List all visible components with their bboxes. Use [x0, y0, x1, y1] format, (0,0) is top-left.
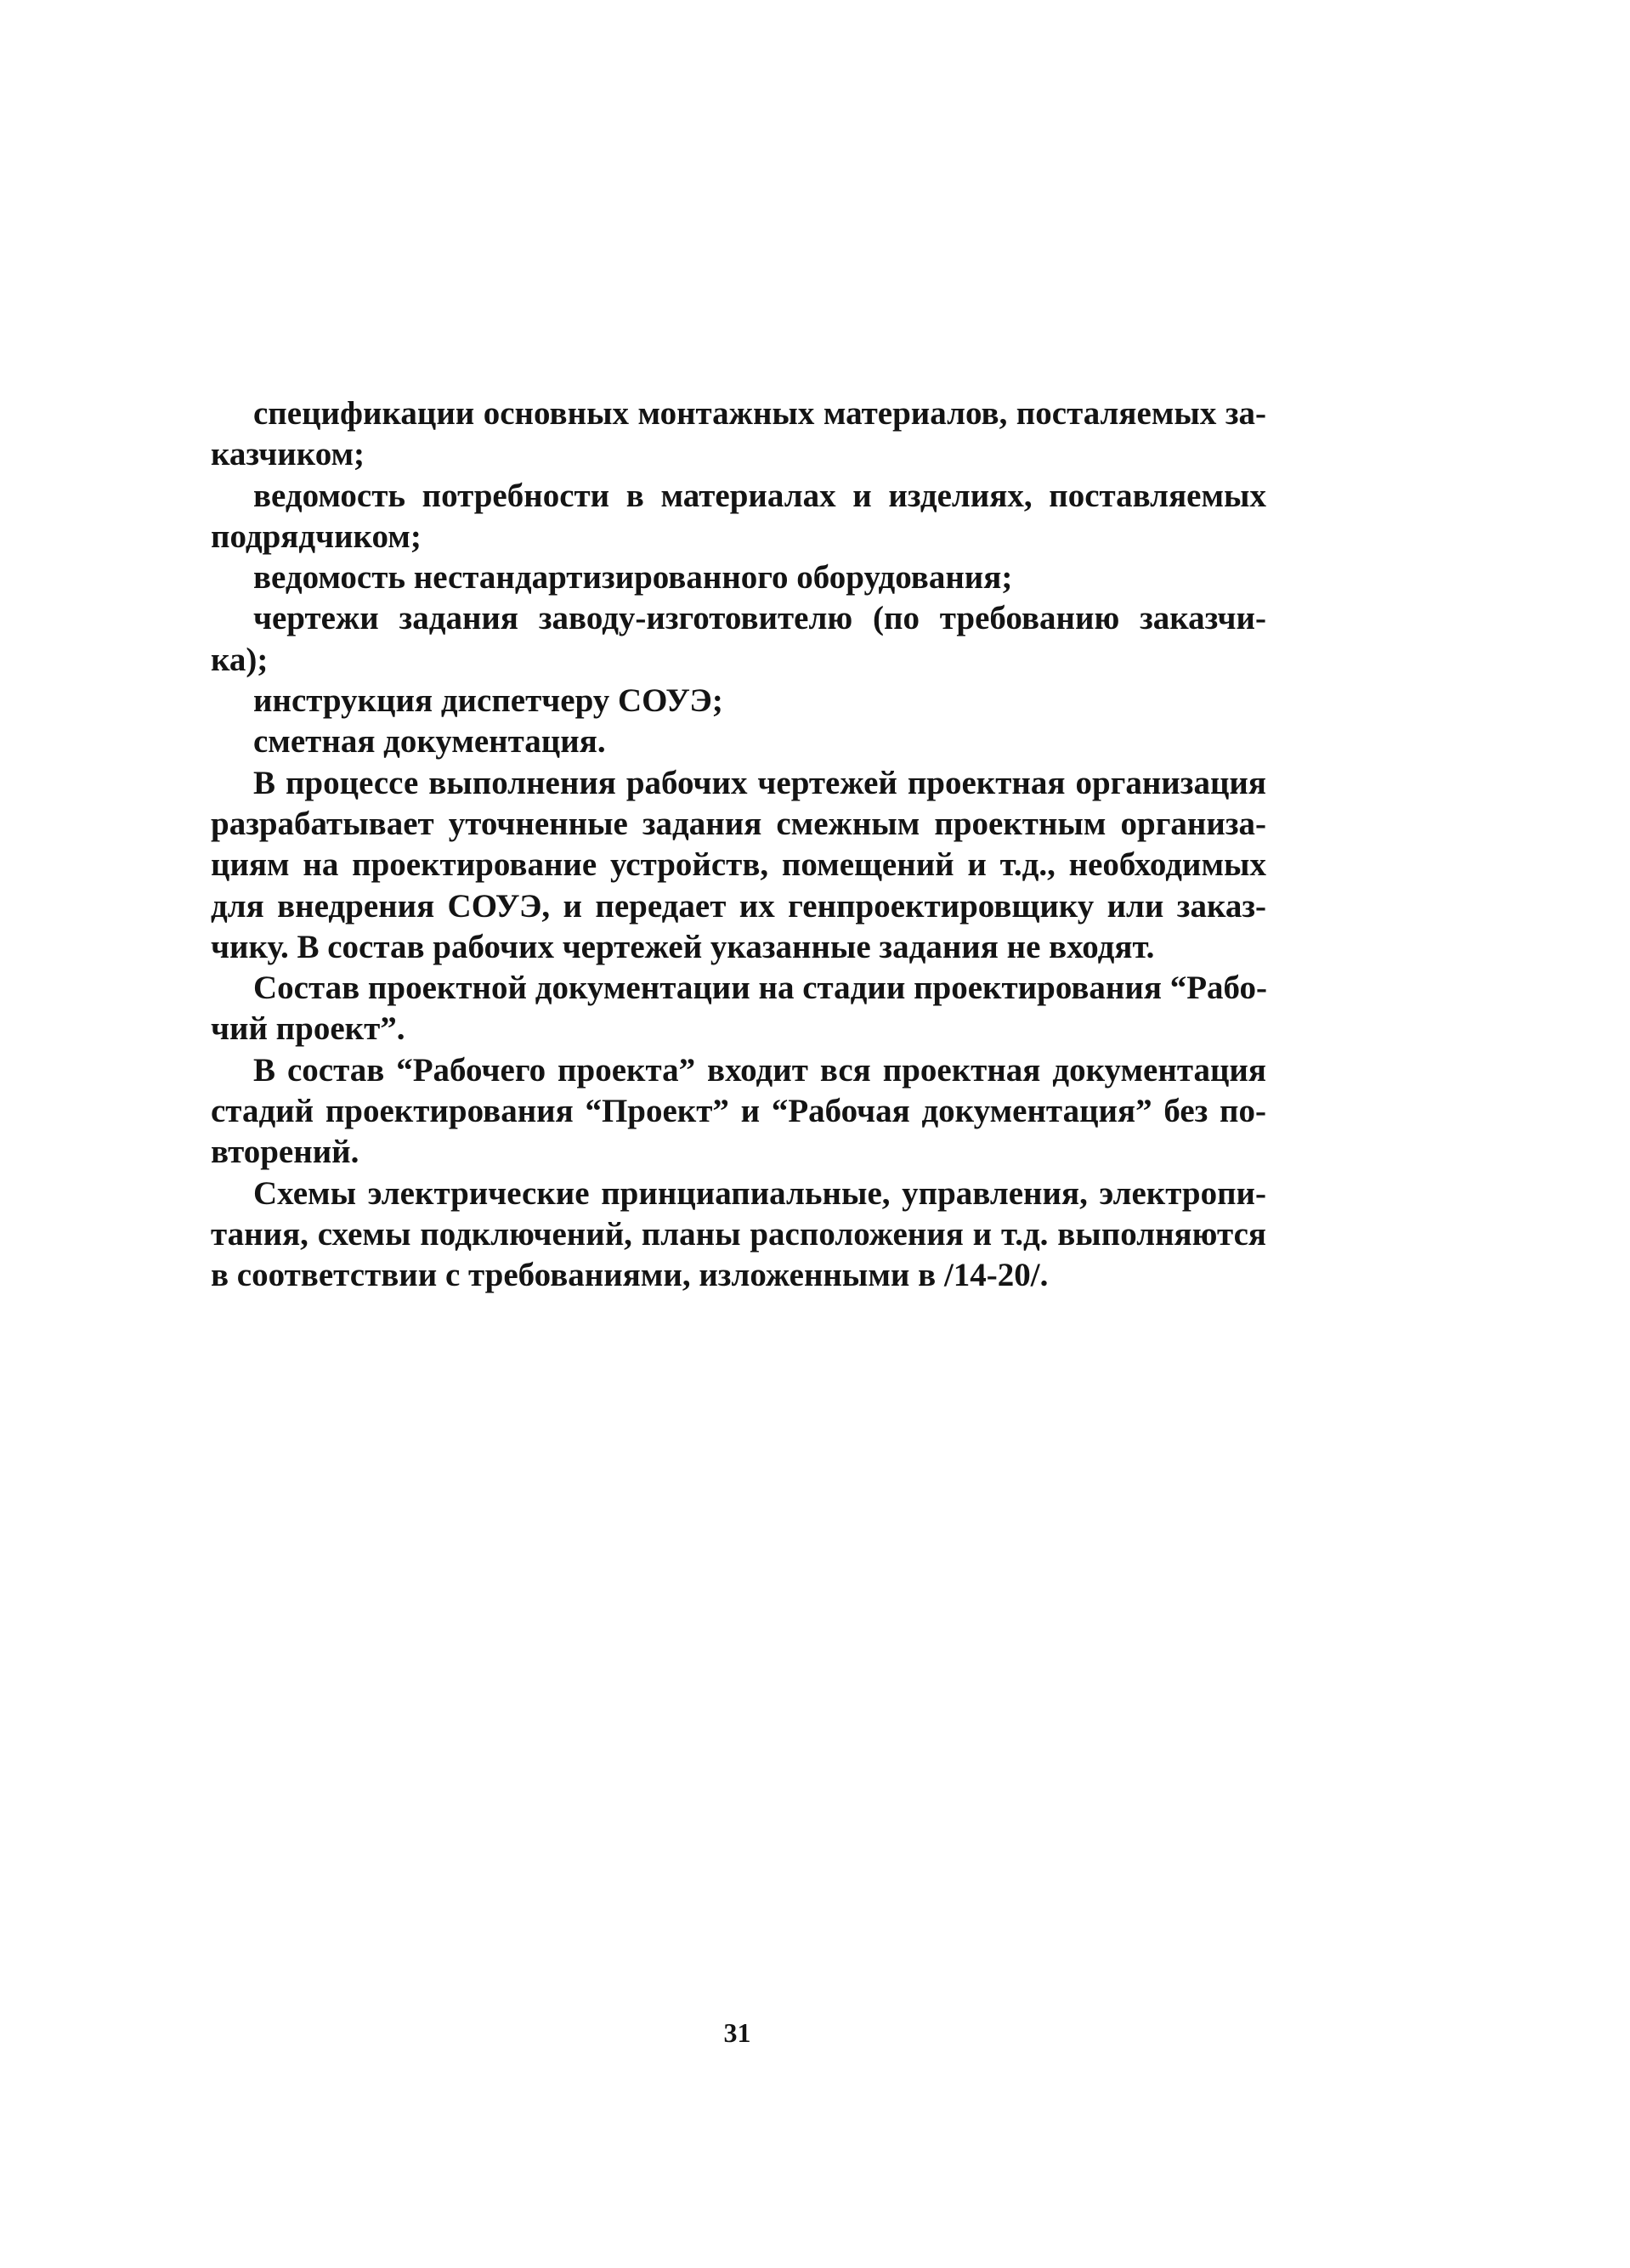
text-line: ведомость нестандартизированного оборудования; — [253, 559, 1013, 597]
text-line: разрабатывает уточненные задания смежным проектным организа- — [211, 805, 1266, 842]
text-line: тания, схемы подключений, планы расположения и т.д. выполняются — [211, 1215, 1266, 1253]
text-line: подрядчиком; — [211, 518, 422, 555]
text-line: в соответствии с требованиями, изложенными в /14-20/. — [211, 1257, 1049, 1294]
paragraph — [211, 557, 1266, 598]
text-line: казчиком; — [211, 436, 365, 473]
page-number: 31 — [723, 2017, 751, 2048]
text-line: ведомость потребности в материалах и изделиях, поставляемых — [253, 477, 1266, 514]
text-line: стадий проектирования “Проект” и “Рабочая документация” без по- — [211, 1093, 1266, 1130]
text-line: циям на проектирование устройств, помещений и т.д., необходимых — [211, 846, 1266, 884]
paragraph — [211, 598, 1266, 681]
paragraph — [211, 393, 1266, 476]
text-line: инструкция диспетчеру СОУЭ; — [253, 682, 723, 720]
text-line: сметная документация. — [253, 723, 606, 761]
paragraph — [211, 681, 1266, 721]
body-text — [211, 393, 1266, 1297]
paragraph — [211, 1174, 1266, 1297]
text-line: чику. В состав рабочих чертежей указанные задания не входят. — [211, 928, 1155, 965]
paragraph — [211, 721, 1266, 762]
text-line: чий проект”. — [211, 1010, 405, 1048]
text-line: спецификации основных монтажных материалов, посталяемых за- — [253, 395, 1266, 432]
text-line: Состав проектной документации на стадии проектирования “Рабо- — [253, 970, 1268, 1007]
paragraph — [211, 763, 1266, 968]
text-line: для внедрения СОУЭ, и передает их генпроектировщику или заказ- — [211, 887, 1266, 925]
text-line: В состав “Рабочего проекта” входит вся проектная документация — [253, 1051, 1266, 1089]
paragraph — [211, 476, 1266, 558]
paragraph — [211, 968, 1266, 1050]
text-line: Схемы электрические принциапиальные, управления, электропи- — [253, 1174, 1266, 1212]
text-line: вторений. — [211, 1134, 359, 1171]
text-line: чертежи задания заводу-изготовителю (по требованию заказчи- — [253, 600, 1266, 637]
text-line: ка); — [211, 641, 269, 678]
paragraph — [211, 1050, 1266, 1174]
text-line: В процессе выполнения рабочих чертежей проектная организация — [253, 764, 1266, 801]
